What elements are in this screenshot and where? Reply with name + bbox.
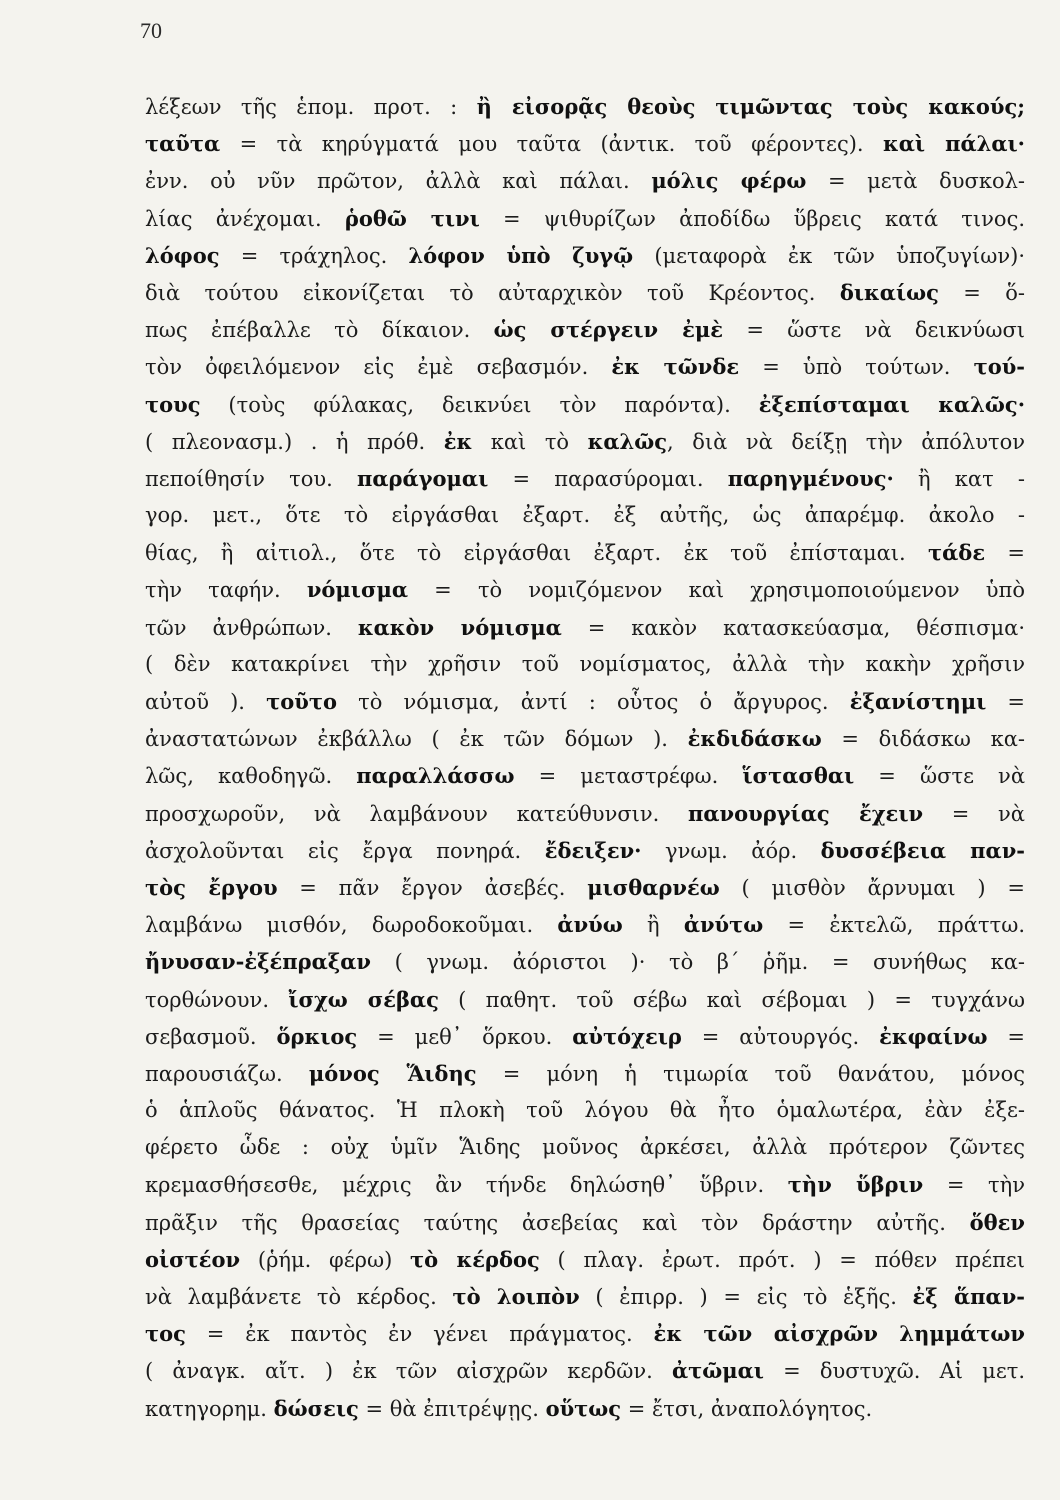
lemma-term: κακὸν νόμισμα [357,614,562,640]
gloss-text: τορθώνουν. [145,987,289,1012]
gloss-text: καὶ τὸ [472,429,588,454]
gloss-text: κρεμασθήσεσθε, μέχρις ἂν τήνδε δηλώσηθ᾽ ὕβριν. [145,1173,788,1198]
lemma-term: ὅθεν [969,1209,1025,1235]
text-line [145,460,1025,497]
gloss-text: ( μισθὸν ἄρνυμαι ) = [719,875,1025,900]
gloss-text: παρουσιάζω. [145,1061,309,1086]
lemma-term: τὴν ὕβριν [787,1172,924,1198]
text-line [145,534,1025,571]
lemma-term: ἐκ τῶν αἰσχρῶν λημμάτων [653,1321,1026,1347]
gloss-text: τὸ νόμισμα, ἀντί : οὗτος ὁ ἄργυρος. [336,690,850,714]
gloss-text: πως ἐπέβαλλε τὸ δίκαιον. [145,318,494,343]
gloss-text: ( ἀναγκ. αἴτ. ) ἐκ τῶν αἰσχρῶν κερδῶν. [145,1359,672,1384]
gloss-text: προσχωροῦν, νὰ λαμβάνουν κατεύθυνσιν. [145,801,689,826]
text-line [145,795,1025,832]
lemma-term: καὶ πάλαι· [882,131,1025,157]
lemma-term: ἐκφαίνω [879,1023,988,1049]
lemma-term: νόμισμα [306,577,408,603]
lemma-term: παράγομαι [357,465,489,491]
gloss-text: τὸν ὀφειλόμενον εἰς ἐμὲ σεβασμόν. [145,355,612,380]
text-line [145,497,1025,534]
gloss-text: = διδάσκω κα- [821,727,1025,752]
gloss-text: = μεταστρέφω. [514,764,743,789]
gloss-text: πρᾶξιν τῆς θρασείας ταύτης ἀσεβείας καὶ τὸν δράστην αὐτῆς. [145,1210,970,1235]
gloss-text: αὐτοῦ ). [145,690,267,714]
text-line [145,571,1025,608]
text-line [145,943,1025,980]
gloss-text: λέξεων τῆς ἑπομ. προτ. : [145,95,477,119]
gloss-text: ( πλαγ. ἐρωτ. πρότ. ) = πόθεν πρέπει [539,1247,1025,1272]
gloss-text: νὰ λαμβάνετε τὸ κέρδος. [145,1285,453,1309]
gloss-text: , διὰ νὰ δείξῃ τὴν ἀπόλυτον [667,429,1026,454]
text-line [145,869,1025,906]
lemma-term: μόνος Ἅιδης [308,1060,477,1086]
lemma-term: ἐκ [443,428,473,454]
text-line [145,981,1025,1018]
text-line [145,1241,1025,1278]
gloss-text: = παρασύρομαι. [488,466,728,491]
gloss-text: (ῥήμ. φέρω) [240,1247,411,1272]
lemma-term: δυσσέβεια παν- [820,837,1025,863]
gloss-text: ( ἐπιρρ. ) = εἰς τὸ ἑξῆς. [579,1285,913,1309]
gloss-text: τῶν ἀνθρώπων. [145,615,358,640]
lemma-term: ἀνύτω [683,912,764,938]
lemma-term: ἐκδιδάσκω [687,726,822,752]
lemma-term: ὡς στέργειν ἐμὲ [493,317,723,343]
lemma-term: τὸς ἔργου [145,874,278,900]
lemma-term: ἐξανίστημι [849,689,987,714]
text-line [145,1166,1025,1203]
text-line [145,1055,1025,1092]
gloss-text: λίας ἀνέχομαι. [145,206,345,231]
lemma-term: οὕτως [545,1395,622,1421]
text-line [145,200,1025,237]
lemma-term: δώσεις [273,1395,359,1421]
gloss-text: τὴν ταφήν. [145,578,307,603]
lemma-term: ἤνυσαν-ἐξέπραξαν [145,949,371,975]
text-line [145,423,1025,460]
gloss-text: ( γνωμ. ἀόριστοι )· τὸ β΄ ῥῆμ. = συνήθως κα- [370,950,1025,975]
text-line [145,1315,1025,1352]
lemma-term: δικαίως [839,279,939,305]
gloss-text: γνωμ. ἀόρ. [641,838,821,863]
gloss-text: = νὰ [923,801,1025,826]
gloss-text: κατηγορημ. [145,1396,274,1421]
gloss-text: ( πλεονασμ.) . ἡ πρόθ. [145,429,444,454]
gloss-text: λῶς, καθοδηγῶ. [145,764,357,789]
text-line [145,832,1025,869]
text-line [145,274,1025,311]
lemma-term: αὐτόχειρ [572,1023,682,1049]
lemma-term: ταῦτα [145,131,221,157]
lemma-term: ἵστασθαι [742,763,855,789]
lemma-term: ἐξ ἅπαν- [912,1284,1025,1309]
gloss-text: = [986,690,1025,714]
gloss-text: (μεταφορὰ ἐκ τῶν ὑποζυγίων)· [633,243,1026,268]
text-line [145,1278,1025,1315]
text-line [145,348,1025,385]
lemma-term: μόλις φέρω [651,168,807,194]
gloss-text: = [987,1024,1025,1049]
gloss-text: = [985,541,1026,566]
gloss-text: ἢ [622,913,684,938]
gloss-text: = ψιθυρίζων ἀποδίδω ὕβρεις κατά τινος. [479,206,1026,231]
lemma-term: ἔδειξεν· [544,837,642,863]
gloss-text: = αὐτουργός. [681,1024,880,1049]
gloss-text: = ὑπὸ τούτων. [739,355,974,380]
text-line [145,906,1025,943]
gloss-text: = ὥστε νὰ δεικνύωσι [723,318,1026,343]
gloss-text: ἀναστατώνων ἐκβάλλω ( ἐκ τῶν δόμων ). [145,727,688,752]
text-line [145,88,1025,125]
gloss-text: = ἔτσι, ἀναπολόγητος. [621,1396,873,1421]
lemma-term: ἴσχω σέβας [288,986,439,1012]
commentary-text [145,88,1025,1427]
text-line [145,683,1025,720]
text-line [145,609,1025,646]
gloss-text: = πᾶν ἔργον ἀσεβές. [277,875,588,900]
lemma-term: μισθαρνέω [587,874,720,900]
text-line [145,1352,1025,1389]
gloss-text: ( δὲν κατακρίνει τὴν χρῆσιν τοῦ νομίσματος, ἀλλὰ τὴν κακὴν χρῆσιν [145,651,1025,676]
text-line [145,162,1025,199]
text-line [145,757,1025,794]
gloss-text: (τοὺς φύλακας, δεικνύει τὸν παρόντα). [200,392,759,417]
page-number: 70 [140,18,162,43]
text-line [145,1018,1025,1055]
text-line [145,1204,1025,1241]
text-line [145,1129,1025,1166]
gloss-text: = ὥστε νὰ [854,764,1026,789]
gloss-text: = τὴν [923,1173,1026,1198]
lemma-term: τὸ κέρδος [410,1246,540,1272]
text-line [145,646,1025,683]
lemma-term: τοῦτο [266,689,337,714]
text-line [145,1390,1025,1427]
gloss-text: = τὰ κηρύγματά μου ταῦτα (ἀντικ. τοῦ φέροντες). [220,132,883,157]
text-line [145,386,1025,423]
gloss-text: ὁ ἁπλοῦς θάνατος. Ἡ πλοκὴ τοῦ λόγου θὰ ἦτο ὁμαλωτέρα, ἐὰν ἐξε- [145,1098,1025,1123]
text-line [145,311,1025,348]
lemma-term: λόφον ὑπὸ ζυγῷ [408,242,634,268]
lemma-term: ὅρκιος [276,1023,358,1049]
lemma-term: ῥοθῶ τινι [344,205,480,231]
lemma-term: καλῶς [587,428,668,454]
lemma-term: ἀτῶμαι [671,1358,764,1384]
gloss-text: ἢ κατ - [893,466,1025,491]
lemma-term: ἀνύω [557,912,623,938]
lemma-term: παραλλάσσω [356,763,515,789]
lemma-term: τάδε [928,540,986,566]
gloss-text: = ἐκ παντὸς ἐν γένει πράγματος. [185,1322,654,1347]
lemma-term: ἢ εἰσορᾷς θεοὺς τιμῶντας τοὺς κακούς; [476,94,1025,119]
gloss-text: γορ. μετ., ὅτε τὸ εἰργάσθαι ἐξαρτ. ἐξ αὐτῆς, ὡς ἀπαρέμφ. ἀκολο - [145,503,1025,528]
gloss-text: = θὰ ἐπιτρέψῃς. [358,1396,546,1421]
text-line [145,1092,1025,1129]
gloss-text: = μετὰ δυσκολ- [806,169,1026,194]
gloss-text: = κακὸν κατασκεύασμα, θέσπισμα· [561,615,1025,640]
lemma-term: τους [145,391,201,417]
gloss-text: σεβασμοῦ. [145,1024,277,1049]
lemma-term: τὸ λοιπὸν [452,1284,580,1309]
gloss-text: = τράχηλος. [219,243,409,268]
lemma-term: ἐξεπίσταμαι καλῶς· [758,391,1026,417]
gloss-text: = μόνη ἡ τιμωρία τοῦ θανάτου, μόνος [476,1061,1025,1086]
gloss-text: = μεθ᾽ ὅρκου. [357,1024,573,1049]
gloss-text: ( παθητ. τοῦ σέβω καὶ σέβομαι ) = τυγχάνω [438,987,1025,1012]
text-line [145,237,1025,274]
gloss-text: διὰ τούτου εἰκονίζεται τὸ αὐταρχικὸν τοῦ Κρέοντος. [145,280,840,305]
lemma-term: πανουργίας ἔχειν [688,800,924,826]
gloss-text: φέρετο ὧδε : οὐχ ὑμῖν Ἅιδης μοῦνος ἀρκέσει, ἀλλὰ πρότερον ζῶντες [145,1135,1025,1160]
gloss-text: πεποίθησίν του. [145,466,358,491]
gloss-text: = δυστυχῶ. Αἱ μετ. [763,1359,1026,1384]
gloss-text: λαμβάνω μισθόν, δωροδοκοῦμαι. [145,913,558,938]
gloss-text: = τὸ νομιζόμενον καὶ χρησιμοποιούμενον ὑπὸ [407,578,1025,603]
gloss-text: ἀσχολοῦνται εἰς ἔργα πονηρά. [145,838,545,863]
lemma-term: οἰστέον [145,1246,241,1272]
gloss-text: = ὅ- [938,280,1025,305]
lemma-term: παρηγμένους· [727,465,894,491]
lemma-term: λόφος [145,242,220,268]
lemma-term: τού- [973,354,1026,380]
gloss-text: = ἐκτελῶ, πράττω. [763,913,1025,938]
gloss-text: θίας, ἢ αἰτιολ., ὅτε τὸ εἰργάσθαι ἐξαρτ. ἐκ τοῦ ἐπίσταμαι. [145,541,929,566]
gloss-text: ἐνν. οὐ νῦν πρῶτον, ἀλλὰ καὶ πάλαι. [145,169,652,194]
text-line [145,125,1025,162]
lemma-term: ἐκ τῶνδε [611,354,740,380]
text-line [145,720,1025,757]
lemma-term: τος [145,1321,186,1347]
